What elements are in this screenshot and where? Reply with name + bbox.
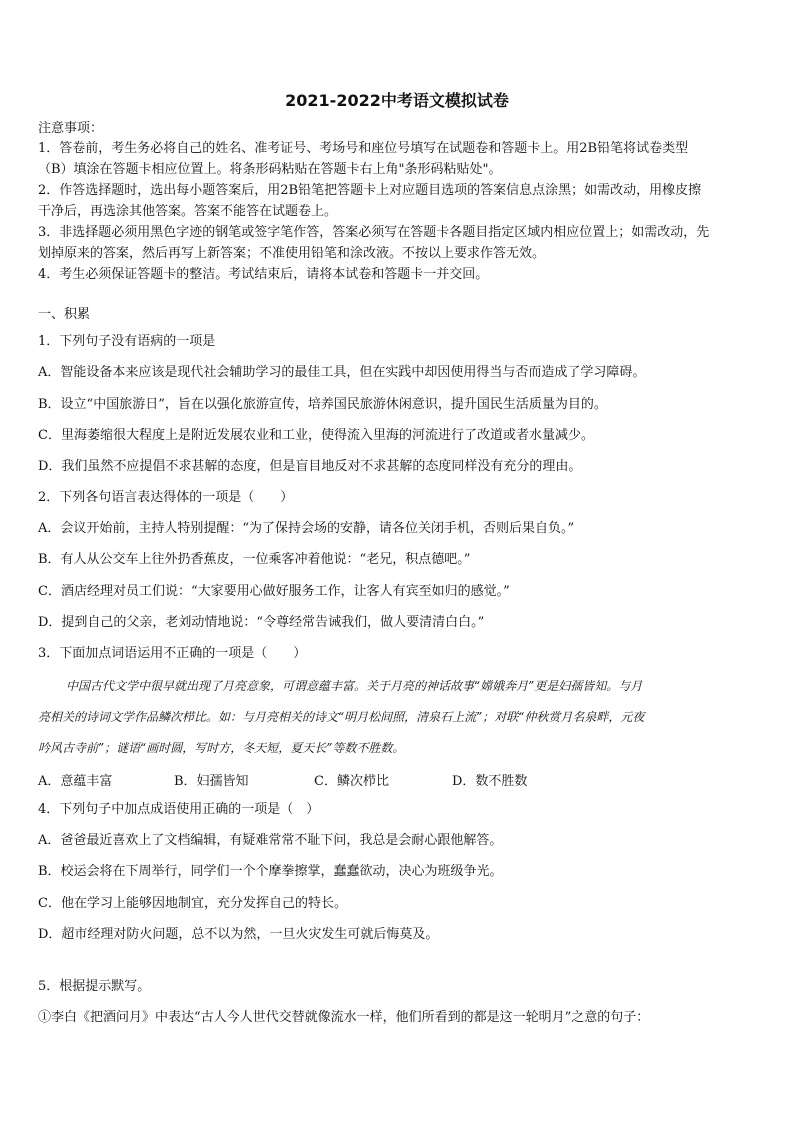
question-5-stem: 5．根据提示默写。 [38,979,151,994]
exam-title: 2021-2022中考语文模拟试卷 [285,91,509,110]
question-2-option-b: B．有人从公交车上往外扔香蕉皮，一位乘客冲着他说：“老兄，积点德吧。” [38,552,471,567]
question-3-passage-line: 吟风古寺前”；谜语“画时圆，写时方，冬天短，夏天长”等数不胜数。 [38,741,405,755]
question-2-option-a: A．会议开始前，主持人特别提醒：“为了保持会场的安静，请各位关闭手机，否则后果自负。” [38,521,575,536]
question-4-option-c: C．他在学习上能够因地制宜，充分发挥自己的特长。 [38,896,347,911]
question-4-option-a: A．爸爸最近喜欢上了文档编辑，有疑难常常不耻下问，我总是会耐心跟他解答。 [38,833,503,848]
question-3-option-c: C．鳞次栉比 [314,774,389,789]
question-4-stem: 4．下列句子中加点成语使用正确的一项是（ ） [38,802,320,817]
question-3-stem: 3．下面加点词语运用不正确的一项是（ ） [38,646,307,661]
notice-line: 2．作答选择题时，选出每小题答案后，用2B铅笔把答题卡上对应题目选项的答案信息点涂黑；如需改动，用橡皮擦 [38,183,702,198]
notice-line: 4．考生必须保证答题卡的整洁。考试结束后，请将本试卷和答题卡一并交回。 [38,267,489,282]
notice-line: （B）填涂在答题卡相应位置上。将条形码粘贴在答题卡右上角"条形码粘贴处"。 [38,162,502,177]
question-4-option-d: D．超市经理对防火问题，总不以为然，一旦火灾发生可就后悔莫及。 [38,927,439,942]
question-1-option-d: D．我们虽然不应提倡不求甚解的态度，但是盲目地反对不求甚解的态度同样没有充分的理由。 [38,459,582,474]
question-4-option-b: B．校运会将在下周举行，同学们一个个摩拳擦掌，蠢蠢欲动，决心为班级争光。 [38,864,503,879]
notice-line: 1．答卷前，考生务必将自己的姓名、准考证号、考场号和座位号填写在试题卷和答题卡上。用2B铅笔将试卷类型 [38,141,689,156]
question-1-option-b: B．设立“中国旅游日”，旨在以强化旅游宣传，培养国民旅游休闲意识，提升国民生活质量为目的。 [38,397,607,412]
question-1-option-a: A．智能设备本来应该是现代社会辅助学习的最佳工具，但在实践中却因使用得当与否而造成了学习障碍。 [38,365,646,380]
question-3-option-d: D．数不胜数 [452,774,528,789]
section-heading: 一、积累 [38,307,91,322]
question-3-passage-line: 中国古代文学中很早就出现了月亮意象，可谓意蕴丰富。关于月亮的神话故事“嫦娥奔月”更是妇孺皆知。与月 [66,679,643,693]
question-3-passage-line: 亮相关的诗词文学作品鳞次栉比。如：与月亮相关的诗文“明月松间照，清泉石上流”；对联“仲秋赏月名泉畔，元夜 [38,710,645,724]
question-2-option-d: D．提到自己的父亲，老刘动情地说：“令尊经常告诫我们，做人要清清白白。” [38,615,485,630]
question-1-option-c: C．里海萎缩很大程度上是附近发展农业和工业，使得流入里海的河流进行了改道或者水量减少。 [38,428,594,443]
notice-line: 干净后，再选涂其他答案。答案不能答在试题卷上。 [38,204,338,219]
question-3-option-a: A．意蕴丰富 [38,774,113,789]
question-3-option-b: B．妇孺皆知 [174,774,249,789]
notice-line: 划掉原来的答案，然后再写上新答案；不准使用铅笔和涂改液。不按以上要求作答无效。 [38,246,546,261]
question-5-item-1: ①李白《把酒问月》中表达“古人今人世代交替就像流水一样，他们所看到的都是这一轮明月”之意的句子： [38,1010,650,1025]
notice-line: 3．非选择题必须用黑色字迹的钢笔或签字笔作答，答案必须写在答题卡各题目指定区域内相应位置上；如需改动，先 [38,225,710,240]
notice-heading: 注意事项： [38,121,104,136]
question-1-stem: 1．下列句子没有语病的一项是 [38,334,216,349]
question-2-option-c: C．酒店经理对员工们说：“大家要用心做好服务工作，让客人有宾至如归的感觉。” [38,584,510,599]
question-2-stem: 2．下列各句语言表达得体的一项是（ ） [38,490,294,505]
